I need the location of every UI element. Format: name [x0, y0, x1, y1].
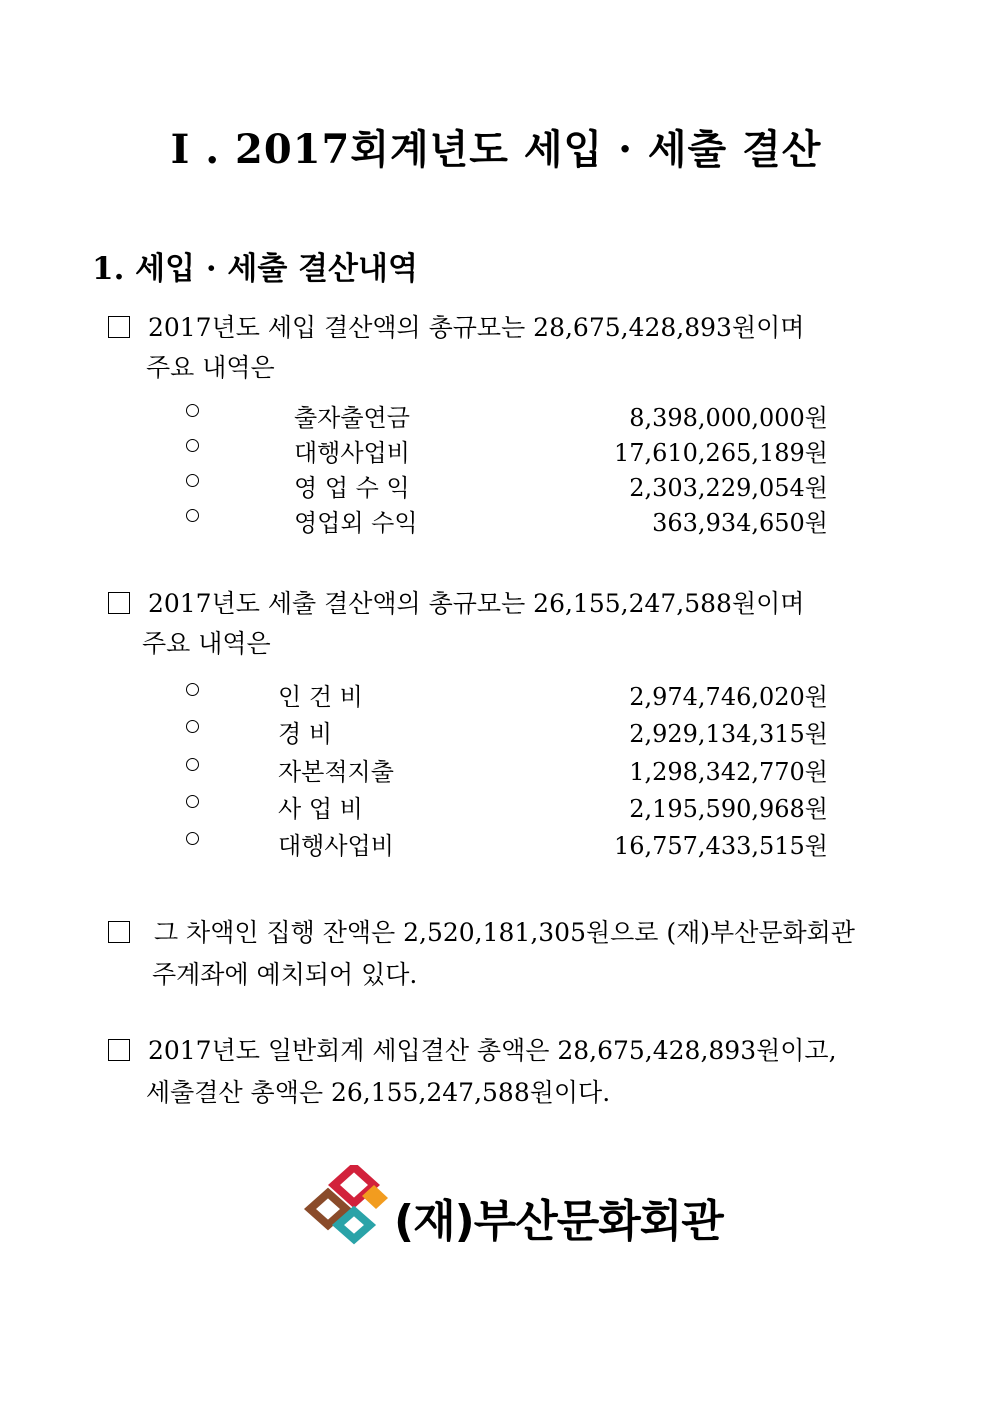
balance-line [108, 913, 855, 949]
item-amount: 2,929,134,315원 [629, 720, 828, 748]
item-label: 영업외 수익 [294, 509, 418, 537]
page-title: Ⅰ . 2017회계년도 세입 · 세출 결산 [170, 126, 822, 173]
item-amount: 2,974,746,020원 [629, 683, 828, 711]
list-item [0, 468, 992, 502]
circle-bullet-icon [186, 683, 199, 696]
expenditure-summary-line2: 주요 내역은 [142, 629, 271, 658]
item-amount: 8,398,000,000원 [629, 404, 828, 432]
item-amount: 2,303,229,054원 [629, 474, 828, 502]
item-amount: 1,298,342,770원 [629, 758, 828, 786]
list-item [0, 503, 992, 537]
item-label: 자본적지출 [278, 758, 394, 786]
circle-bullet-icon [186, 474, 199, 487]
list-item [0, 677, 992, 711]
circle-bullet-icon [186, 509, 199, 522]
circle-bullet-icon [186, 439, 199, 452]
item-amount: 17,610,265,189원 [613, 439, 828, 467]
item-label: 대행사업비 [294, 439, 410, 467]
checkbox-square-icon [108, 316, 130, 338]
expenditure-summary-line [108, 584, 804, 620]
logo-text: (재)부산문화회관 [394, 1196, 723, 1247]
list-item [0, 398, 992, 432]
item-label: 인 건 비 [278, 683, 363, 711]
circle-bullet-icon [186, 720, 199, 733]
item-label: 사 업 비 [278, 795, 363, 823]
item-label: 출자출연금 [294, 404, 410, 432]
item-amount: 2,195,590,968원 [629, 795, 828, 823]
item-label: 영 업 수 익 [294, 474, 410, 502]
expenditure-summary-text: 2017년도 세출 결산액의 총규모는 26,155,247,588원이며 [147, 589, 805, 618]
list-item [0, 714, 992, 748]
checkbox-square-icon [108, 1039, 130, 1061]
circle-bullet-icon [186, 758, 199, 771]
item-amount: 363,934,650원 [652, 509, 828, 537]
item-label: 경 비 [278, 720, 332, 748]
checkbox-square-icon [108, 921, 130, 943]
list-item [0, 433, 992, 467]
balance-text: 그 차액인 집행 잔액은 2,520,181,305원으로 (재)부산문화회관 [153, 918, 855, 947]
revenue-summary-text: 2017년도 세입 결산액의 총규모는 28,675,428,893원이며 [147, 313, 805, 342]
circle-bullet-icon [186, 404, 199, 417]
item-label: 대행사업비 [278, 832, 394, 860]
item-amount: 16,757,433,515원 [613, 832, 828, 860]
section-heading: 1. 세입 · 세출 결산내역 [92, 251, 418, 287]
diamond-logo-icon [302, 1165, 392, 1255]
revenue-summary-line2: 주요 내역은 [146, 353, 275, 382]
circle-bullet-icon [186, 795, 199, 808]
general-account-text: 2017년도 일반회계 세입결산 총액은 28,675,428,893원이고, [147, 1036, 837, 1065]
organization-logo [302, 1165, 722, 1255]
revenue-summary-line [108, 308, 804, 344]
balance-line2: 주계좌에 예치되어 있다. [152, 960, 418, 989]
list-item [0, 752, 992, 786]
general-account-line [108, 1031, 837, 1067]
list-item [0, 826, 992, 860]
general-account-line2: 세출결산 총액은 26,155,247,588원이다. [146, 1078, 611, 1107]
list-item [0, 789, 992, 823]
circle-bullet-icon [186, 832, 199, 845]
checkbox-square-icon [108, 592, 130, 614]
